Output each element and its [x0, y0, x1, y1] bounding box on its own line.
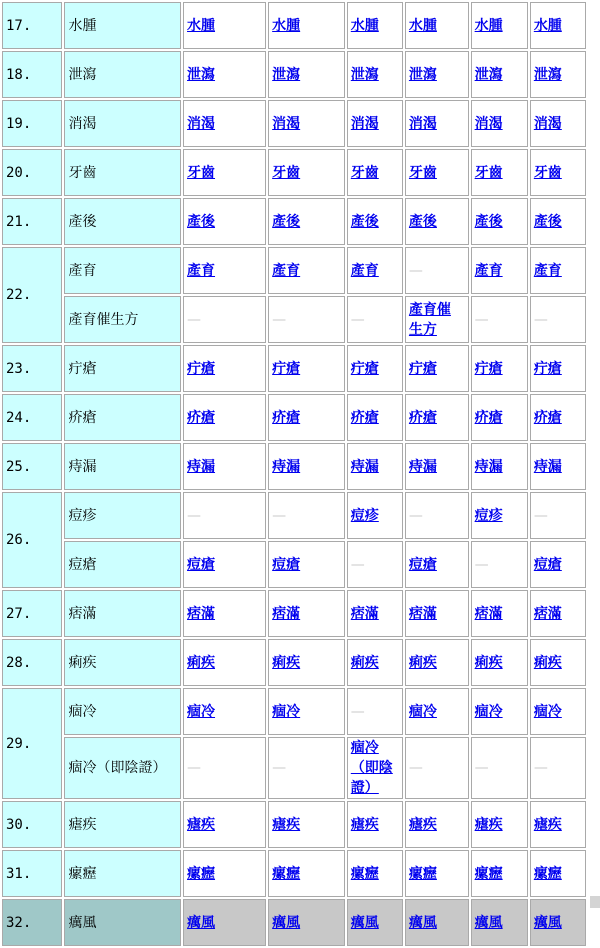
link-cell [347, 443, 403, 490]
term-label: 疔瘡 [64, 345, 181, 392]
term-link[interactable]: 水腫 [408, 17, 437, 34]
term-link[interactable]: 疥瘡 [408, 409, 437, 426]
link-cell [530, 345, 586, 392]
term-link[interactable]: 痼冷 [408, 703, 437, 720]
table-row [2, 801, 586, 848]
term-link[interactable]: 瘧疾 [187, 816, 216, 833]
link-cell [347, 492, 403, 539]
term-link[interactable]: 瘧疾 [350, 816, 379, 833]
empty-dash: — [272, 760, 287, 776]
term-link[interactable]: 痘瘡 [533, 556, 562, 573]
link-cell [530, 198, 586, 245]
empty-dash: — [187, 311, 202, 328]
term-link[interactable]: 牙齒 [408, 164, 437, 181]
link-cell [268, 100, 345, 147]
link-cell [347, 394, 403, 441]
empty-cell [405, 492, 469, 539]
term-link[interactable]: 泄瀉 [350, 66, 379, 83]
empty-dash: — [272, 311, 287, 328]
term-link[interactable]: 產育 [272, 262, 301, 279]
empty-cell [347, 296, 403, 343]
link-cell [471, 345, 528, 392]
row-number: 19. [2, 100, 62, 147]
link-cell [530, 639, 586, 686]
empty-dash: — [474, 760, 489, 776]
link-cell [347, 345, 403, 392]
link-cell [183, 345, 266, 392]
term-link[interactable]: 瘧疾 [408, 816, 437, 833]
term-link[interactable]: 疔瘡 [187, 360, 216, 377]
term-link[interactable]: 牙齒 [350, 164, 379, 181]
term-label: 痼冷 [64, 688, 181, 735]
term-link[interactable]: 疔瘡 [533, 360, 562, 377]
term-link[interactable]: 產育 [350, 262, 379, 279]
empty-dash: — [408, 760, 423, 776]
link-cell [530, 247, 586, 294]
row-number: 22. [2, 247, 62, 343]
term-link[interactable]: 癘風 [533, 914, 562, 931]
link-cell [347, 51, 403, 98]
table-row [2, 2, 586, 49]
term-label: 痔漏 [64, 443, 181, 490]
term-link[interactable]: 痼冷（即陰證） [350, 740, 393, 796]
term-link[interactable]: 牙齒 [187, 164, 216, 181]
empty-dash: — [408, 262, 423, 279]
row-number: 29. [2, 688, 62, 799]
empty-dash: — [272, 507, 287, 524]
term-link[interactable]: 痞滿 [533, 605, 562, 622]
link-cell [530, 2, 586, 49]
link-cell [347, 850, 403, 897]
link-cell [183, 247, 266, 294]
term-link[interactable]: 痞滿 [350, 605, 379, 622]
link-cell [471, 850, 528, 897]
table-row [2, 737, 586, 799]
empty-cell [183, 492, 266, 539]
empty-cell [530, 737, 586, 799]
term-link[interactable]: 痔漏 [474, 458, 503, 475]
term-link[interactable]: 痢疾 [474, 654, 503, 671]
term-label: 瘰癧 [64, 850, 181, 897]
term-link[interactable]: 痞滿 [408, 605, 437, 622]
link-cell [471, 590, 528, 637]
link-cell [405, 443, 469, 490]
empty-cell [405, 247, 469, 294]
term-link[interactable]: 痘瘡 [272, 556, 301, 573]
link-cell [268, 345, 345, 392]
term-link[interactable]: 泄瀉 [187, 66, 216, 83]
term-link[interactable]: 產後 [408, 213, 437, 230]
term-label: 痼冷（即陰證） [64, 737, 181, 799]
empty-cell [347, 541, 403, 588]
term-link[interactable]: 產育 [533, 262, 562, 279]
empty-cell [405, 737, 469, 799]
link-cell [347, 198, 403, 245]
table-row [2, 51, 586, 98]
term-link[interactable]: 泄瀉 [533, 66, 562, 83]
term-link[interactable]: 痘瘡 [187, 556, 216, 573]
link-cell [530, 899, 586, 946]
term-link[interactable]: 產育 [474, 262, 503, 279]
link-cell [530, 541, 586, 588]
term-link[interactable]: 瘧疾 [272, 816, 301, 833]
link-cell [347, 639, 403, 686]
term-link[interactable]: 產育催生方 [408, 301, 451, 338]
link-cell [268, 639, 345, 686]
link-cell [530, 850, 586, 897]
empty-dash: — [533, 760, 548, 776]
term-link[interactable]: 產後 [272, 213, 301, 230]
table-row [2, 198, 586, 245]
term-link[interactable]: 痼冷 [533, 703, 562, 720]
term-link[interactable]: 產後 [350, 213, 379, 230]
link-cell [268, 247, 345, 294]
empty-cell [471, 296, 528, 343]
link-cell [268, 2, 345, 49]
term-label: 產育催生方 [64, 296, 181, 343]
row-number: 24. [2, 394, 62, 441]
term-link[interactable]: 瘰癧 [187, 865, 216, 882]
term-link[interactable]: 癘風 [474, 914, 503, 931]
term-link[interactable]: 痢疾 [187, 654, 216, 671]
term-label: 痢疾 [64, 639, 181, 686]
link-cell [183, 899, 266, 946]
row-number: 30. [2, 801, 62, 848]
link-cell [405, 198, 469, 245]
link-cell [471, 51, 528, 98]
link-cell [347, 247, 403, 294]
table-row [2, 850, 586, 897]
link-cell [405, 541, 469, 588]
term-link[interactable]: 痘瘡 [408, 556, 437, 573]
term-link[interactable]: 痢疾 [272, 654, 301, 671]
link-cell [530, 100, 586, 147]
term-link[interactable]: 痼冷 [272, 703, 301, 720]
link-cell [471, 198, 528, 245]
term-link[interactable]: 牙齒 [272, 164, 301, 181]
link-cell [268, 899, 345, 946]
table-row [2, 590, 586, 637]
link-cell [268, 394, 345, 441]
term-label: 消渴 [64, 100, 181, 147]
link-cell [347, 2, 403, 49]
table-row [2, 149, 586, 196]
term-link[interactable]: 水腫 [533, 17, 562, 34]
empty-cell [268, 737, 345, 799]
row-number: 31. [2, 850, 62, 897]
row-number: 17. [2, 2, 62, 49]
link-cell [471, 2, 528, 49]
link-cell [183, 149, 266, 196]
term-link[interactable]: 痘疹 [350, 507, 379, 524]
term-link[interactable]: 痔漏 [408, 458, 437, 475]
link-cell [405, 51, 469, 98]
row-number: 23. [2, 345, 62, 392]
row-number: 21. [2, 198, 62, 245]
link-cell [268, 198, 345, 245]
term-link[interactable]: 產後 [187, 213, 216, 230]
term-link[interactable]: 癘風 [350, 914, 379, 931]
table-row [2, 899, 586, 946]
row-number: 26. [2, 492, 62, 588]
table-row [2, 443, 586, 490]
table-row [2, 247, 586, 294]
link-cell [347, 801, 403, 848]
link-cell [268, 688, 345, 735]
table-row [2, 345, 586, 392]
term-link[interactable]: 疔瘡 [474, 360, 503, 377]
link-cell [268, 541, 345, 588]
term-link[interactable]: 痢疾 [408, 654, 437, 671]
term-link[interactable]: 疥瘡 [272, 409, 301, 426]
link-cell [405, 639, 469, 686]
table-row [2, 639, 586, 686]
term-link[interactable]: 癘風 [408, 914, 437, 931]
link-cell [530, 688, 586, 735]
link-cell [471, 100, 528, 147]
term-link[interactable]: 產育 [187, 262, 216, 279]
term-link[interactable]: 疔瘡 [408, 360, 437, 377]
term-link[interactable]: 痞滿 [272, 605, 301, 622]
table-row [2, 394, 586, 441]
empty-cell [530, 296, 586, 343]
link-cell [183, 443, 266, 490]
table-row [2, 296, 586, 343]
table-row [2, 688, 586, 735]
link-cell [405, 100, 469, 147]
empty-cell [347, 688, 403, 735]
link-cell [347, 737, 403, 799]
term-label: 痞滿 [64, 590, 181, 637]
link-cell [530, 443, 586, 490]
link-cell [268, 801, 345, 848]
link-cell [183, 198, 266, 245]
term-link[interactable]: 產後 [533, 213, 562, 230]
row-number: 20. [2, 149, 62, 196]
link-cell [471, 688, 528, 735]
term-link[interactable]: 水腫 [474, 17, 503, 34]
term-link[interactable]: 痔漏 [533, 458, 562, 475]
term-link[interactable]: 疥瘡 [474, 409, 503, 426]
empty-dash: — [474, 311, 489, 328]
row-number: 32. [2, 899, 62, 946]
link-cell [405, 850, 469, 897]
link-cell [405, 590, 469, 637]
link-cell [530, 801, 586, 848]
term-link[interactable]: 疥瘡 [533, 409, 562, 426]
term-label: 產後 [64, 198, 181, 245]
term-label: 泄瀉 [64, 51, 181, 98]
empty-cell [530, 492, 586, 539]
link-cell [183, 2, 266, 49]
term-link[interactable]: 泄瀉 [408, 66, 437, 83]
row-number: 27. [2, 590, 62, 637]
term-label: 產育 [64, 247, 181, 294]
term-link[interactable]: 瘰癧 [272, 865, 301, 882]
link-cell [268, 850, 345, 897]
link-cell [268, 443, 345, 490]
empty-dash: — [533, 507, 548, 524]
scrollbar-corner[interactable] [590, 896, 600, 908]
term-link[interactable]: 水腫 [272, 17, 301, 34]
term-label: 牙齒 [64, 149, 181, 196]
link-cell [471, 394, 528, 441]
term-link[interactable]: 疥瘡 [187, 409, 216, 426]
link-cell [405, 688, 469, 735]
empty-dash: — [350, 703, 365, 720]
empty-cell [471, 737, 528, 799]
table-row [2, 492, 586, 539]
table-row [2, 100, 586, 147]
link-cell [530, 51, 586, 98]
term-link[interactable]: 痔漏 [272, 458, 301, 475]
empty-cell [471, 541, 528, 588]
term-link[interactable]: 瘰癧 [533, 865, 562, 882]
empty-dash: — [474, 556, 489, 573]
link-cell [405, 2, 469, 49]
link-cell [405, 801, 469, 848]
term-link[interactable]: 瘰癧 [474, 865, 503, 882]
link-cell [471, 492, 528, 539]
term-link[interactable]: 疔瘡 [272, 360, 301, 377]
link-cell [530, 394, 586, 441]
link-cell [347, 100, 403, 147]
empty-dash: — [350, 556, 365, 573]
term-link[interactable]: 瘰癧 [408, 865, 437, 882]
link-cell [183, 801, 266, 848]
link-cell [183, 850, 266, 897]
row-number: 28. [2, 639, 62, 686]
link-cell [471, 639, 528, 686]
link-cell [183, 590, 266, 637]
term-label: 癘風 [64, 899, 181, 946]
term-link[interactable]: 泄瀉 [272, 66, 301, 83]
empty-cell [268, 296, 345, 343]
term-link[interactable]: 痢疾 [350, 654, 379, 671]
link-cell [183, 688, 266, 735]
link-cell [471, 247, 528, 294]
empty-dash: — [408, 507, 423, 524]
link-cell [268, 149, 345, 196]
link-cell [347, 899, 403, 946]
empty-dash: — [533, 311, 548, 328]
table-row [2, 541, 586, 588]
empty-dash: — [187, 507, 202, 524]
empty-cell [268, 492, 345, 539]
row-number: 18. [2, 51, 62, 98]
term-link[interactable]: 癘風 [187, 914, 216, 931]
term-link[interactable]: 消渴 [474, 115, 503, 132]
term-link[interactable]: 瘧疾 [533, 816, 562, 833]
link-cell [471, 801, 528, 848]
term-link[interactable]: 消渴 [533, 115, 562, 132]
term-link[interactable]: 痔漏 [350, 458, 379, 475]
term-link[interactable]: 痢疾 [533, 654, 562, 671]
link-cell [405, 149, 469, 196]
empty-dash: — [187, 760, 202, 776]
term-link[interactable]: 瘧疾 [474, 816, 503, 833]
link-cell [405, 345, 469, 392]
empty-cell [183, 737, 266, 799]
term-link[interactable]: 癘風 [272, 914, 301, 931]
link-cell [405, 899, 469, 946]
term-link[interactable]: 疥瘡 [350, 409, 379, 426]
term-link[interactable]: 消渴 [187, 115, 216, 132]
term-link[interactable]: 水腫 [350, 17, 379, 34]
link-cell [471, 149, 528, 196]
row-number: 25. [2, 443, 62, 490]
term-label: 疥瘡 [64, 394, 181, 441]
link-cell [347, 590, 403, 637]
term-link[interactable]: 痼冷 [474, 703, 503, 720]
term-link[interactable]: 痔漏 [187, 458, 216, 475]
term-link[interactable]: 牙齒 [533, 164, 562, 181]
term-link[interactable]: 痞滿 [474, 605, 503, 622]
term-link[interactable]: 消渴 [350, 115, 379, 132]
term-link[interactable]: 消渴 [272, 115, 301, 132]
term-label: 瘧疾 [64, 801, 181, 848]
link-cell [183, 541, 266, 588]
link-cell [268, 51, 345, 98]
term-link[interactable]: 牙齒 [474, 164, 503, 181]
term-link[interactable]: 泄瀉 [474, 66, 503, 83]
link-cell [530, 590, 586, 637]
link-cell [347, 149, 403, 196]
empty-cell [183, 296, 266, 343]
link-cell [530, 149, 586, 196]
term-link[interactable]: 痞滿 [187, 605, 216, 622]
term-link[interactable]: 消渴 [408, 115, 437, 132]
term-link[interactable]: 產後 [474, 213, 503, 230]
term-link[interactable]: 痼冷 [187, 703, 216, 720]
link-cell [268, 590, 345, 637]
term-label: 痘瘡 [64, 541, 181, 588]
link-cell [405, 296, 469, 343]
link-cell [471, 443, 528, 490]
term-label: 水腫 [64, 2, 181, 49]
term-link[interactable]: 疔瘡 [350, 360, 379, 377]
link-cell [183, 394, 266, 441]
link-cell [183, 639, 266, 686]
term-label: 痘疹 [64, 492, 181, 539]
term-link[interactable]: 瘰癧 [350, 865, 379, 882]
link-cell [471, 899, 528, 946]
term-link[interactable]: 痘疹 [474, 507, 503, 524]
link-cell [183, 100, 266, 147]
term-link[interactable]: 水腫 [187, 17, 216, 34]
empty-dash: — [350, 311, 365, 328]
link-cell [405, 394, 469, 441]
link-cell [183, 51, 266, 98]
